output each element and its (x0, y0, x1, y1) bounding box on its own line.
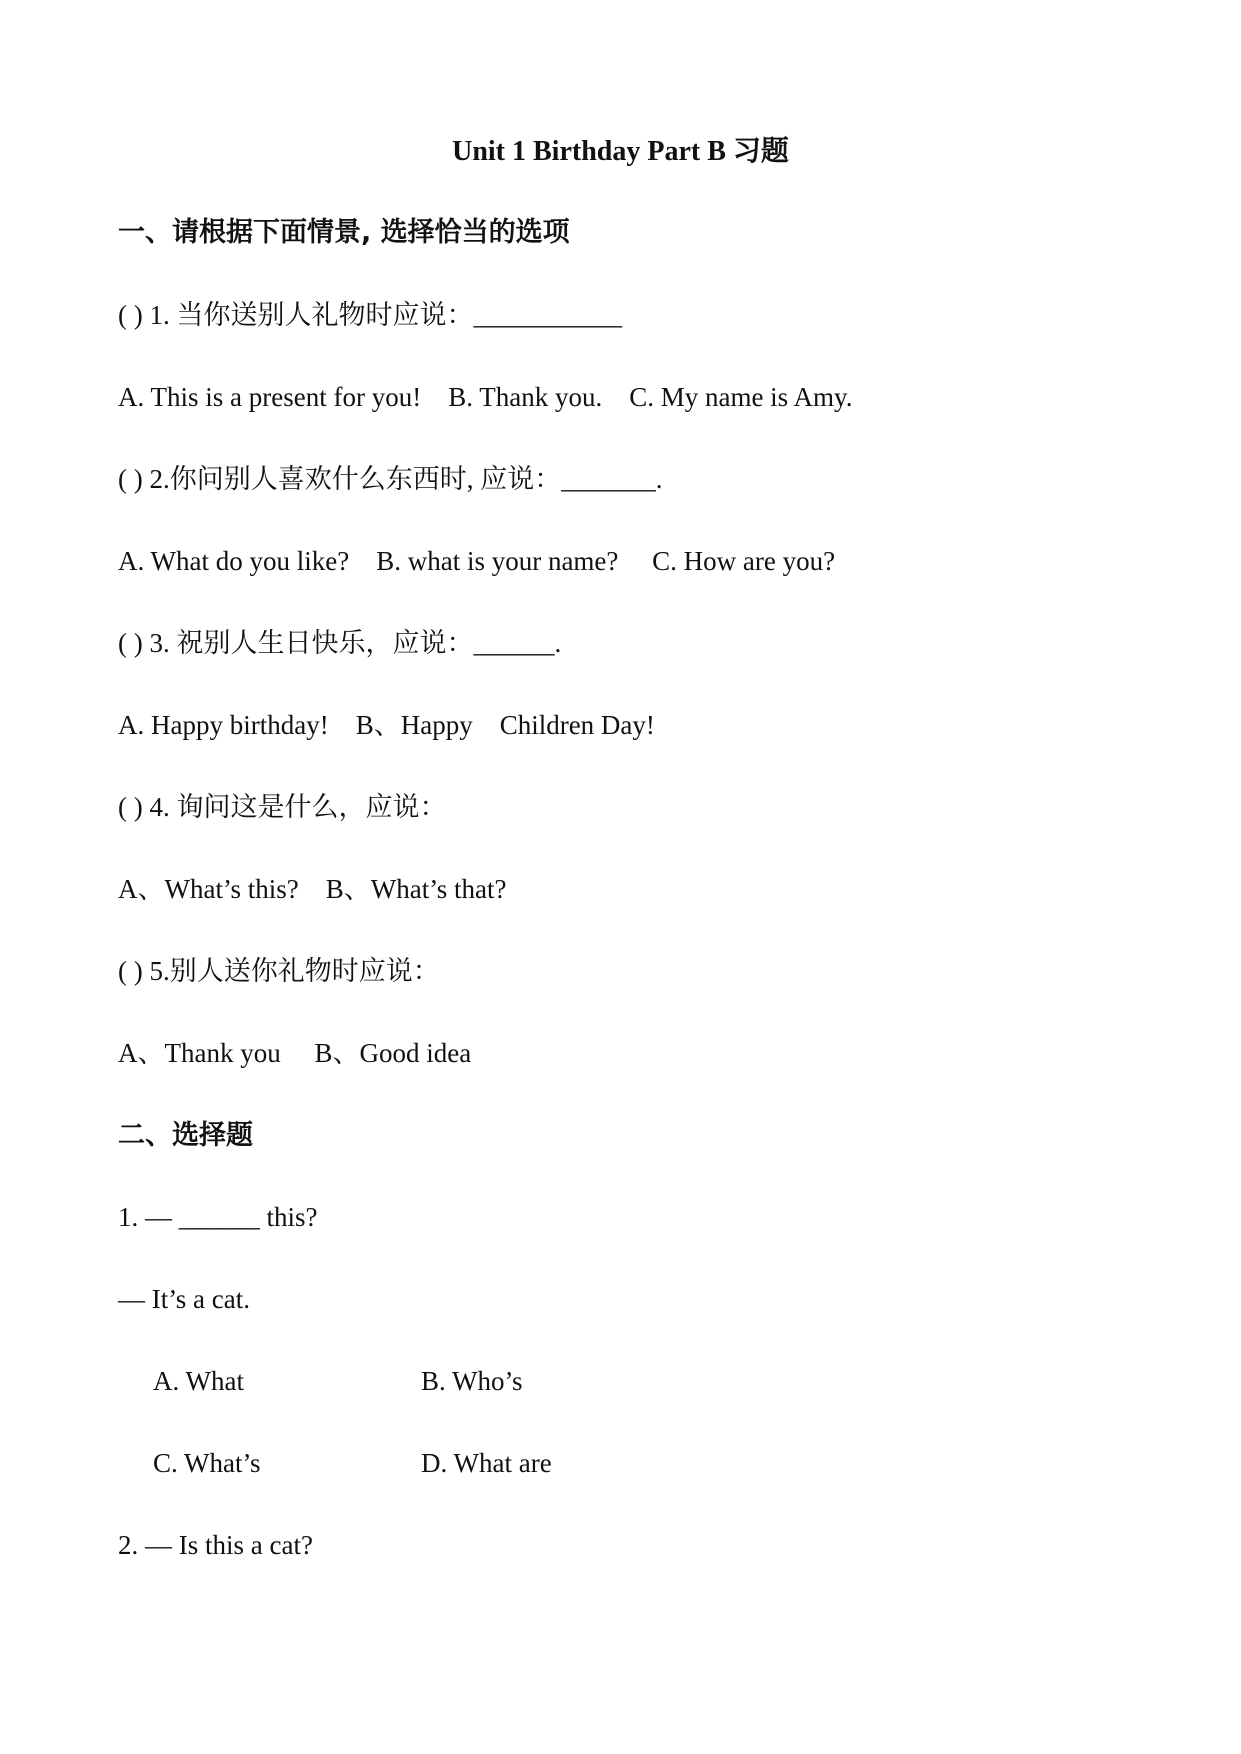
page-title: Unit 1 Birthday Part B 习题 (452, 136, 789, 167)
section-1-heading: 一、请根据下面情景, 选择恰当的选项 (118, 217, 570, 248)
section-2-heading: 二、选择题 (118, 1120, 253, 1151)
mc-question-1-stem: 1. — ______ this? (118, 1202, 318, 1232)
question-4-stem: ( ) 4. 询问这是什么，应说： (118, 792, 447, 822)
mc-option-c: C. What’s (153, 1448, 261, 1478)
mc-option-b: B. Who’s (421, 1366, 523, 1396)
question-4-options: A、What’s this? B、What’s that? (118, 874, 507, 904)
question-1-options: A. This is a present for you! B. Thank you. C. My name is Amy. (118, 382, 853, 412)
mc-question-2-stem: 2. — Is this a cat? (118, 1530, 313, 1560)
question-2-options: A. What do you like? B. what is your name? C. How are you? (118, 546, 836, 576)
question-5-options: A、Thank you B、Good idea (118, 1038, 472, 1068)
question-5-stem: ( ) 5.别人送你礼物时应说： (118, 956, 440, 986)
mc-option-d: D. What are (421, 1448, 552, 1478)
question-3-stem: ( ) 3. 祝别人生日快乐，应说：______. (118, 628, 562, 658)
mc-option-a: A. What (153, 1366, 244, 1396)
question-2-stem: ( ) 2.你问别人喜欢什么东西时, 应说：_______. (118, 464, 663, 494)
mc-question-1-answer-line: — It’s a cat. (118, 1284, 250, 1314)
question-3-options: A. Happy birthday! B、Happy Children Day! (118, 710, 655, 740)
question-1-stem: ( ) 1. 当你送别人礼物时应说：___________ (118, 300, 622, 330)
